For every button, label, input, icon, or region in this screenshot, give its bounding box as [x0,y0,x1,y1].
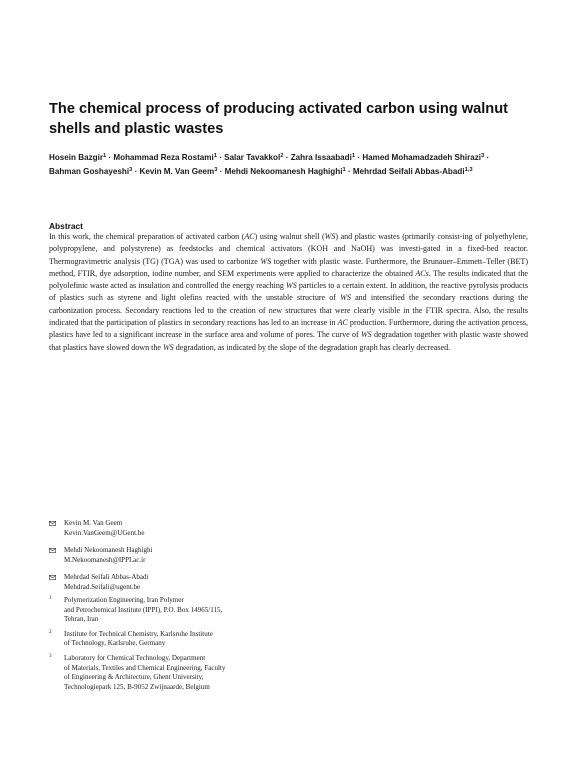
author-separator: · [285,153,289,162]
abstract-term: WS [324,232,336,241]
author-line [49,151,534,165]
author-separator: · [108,153,112,162]
abstract-text: degradation, as indicated by the slope of the degradation graph has clearly decreased. [173,342,451,352]
author-line [49,165,534,179]
affiliation-entry [49,654,279,692]
author-name: Kevin M. Van Geem [139,167,215,176]
author-affil-sup: 1 [213,153,217,159]
contact-email[interactable]: Mehdrad.Seifali@ugent.be [64,582,141,591]
author-list [49,151,534,179]
abstract-term: ACs [415,268,429,278]
affiliation-line: and Petrochemical Institute (IPPI), P.O. Box 14965/115, [64,605,223,614]
author-affil-sup: 3 [481,153,485,159]
affiliation-line: Tehran, Iran [64,615,99,624]
envelope-icon [49,521,56,526]
affiliation-number: 1 [49,595,52,601]
author-affil-sup: 2 [280,153,284,159]
author-name: Mehdi Nekoomanesh Haghighi [224,167,343,176]
author-affil-sup: 3 [214,167,218,173]
author-affil-sup: 1 [351,153,356,159]
abstract-text: together with plastic waste. Furthermore, the Brunauer–Emmett–Teller (BET) method, FTIR, dye adsorption, iodine number, and SEM experiments were applied to characterize the obtained [49,256,528,278]
author-affil-sup: 3 [129,167,133,173]
abstract-text: ) using walnut shell ( [254,232,325,241]
affiliation-number: 3 [49,652,52,659]
affiliation-entry [49,596,279,625]
author-name: Mehrdad Seifali Abbas-Abadi [352,167,465,176]
affiliation-entry [49,630,279,649]
abstract-term: WS [162,342,174,352]
abstract-text: production. Furthermore, during the activation process, plastics have led to a significant increase in the surface area and volume of pores. The curve of [49,318,528,340]
affiliation-number: 2 [49,628,52,635]
abstract-term: WS [360,330,372,340]
contact-entry [49,519,269,538]
author-affil-sup: 1,3 [464,167,473,173]
affiliation-line: Technologiepark 125, B-9052 Zwijnaarde, Belgium [64,682,210,691]
abstract-text: In this work, the chemical preparation of activated carbon ( [49,232,245,241]
author-name: Zahra Issaabadi [290,153,352,162]
contact-email[interactable]: M.Nekoomanesh@IPPI.ac.ir [64,555,146,564]
author-separator: · [357,153,361,162]
title-line: shells and plastic wastes [49,121,224,137]
contact-name: Mehdi Nekoomanesh Haghighi [64,546,153,555]
author-name: Hamed Mohamadzadeh Shirazi [362,153,482,162]
affiliations [49,596,279,697]
envelope-icon [49,548,56,553]
affiliation-line: Laboratory for Chemical Technology, Department [64,653,206,662]
author-affil-sup: 1 [342,167,346,173]
abstract-term: WS [260,256,272,266]
author-separator: · [347,167,351,176]
contact-name: Kevin M. Van Geem [64,519,123,527]
author-affil-sup: 1 [102,153,107,159]
corresponding-authors [49,519,269,601]
abstract-term: AC [244,232,255,241]
abstract-term: AC [337,318,348,328]
abstract-body [49,231,528,354]
author-name: Mohammad Reza Rostami [113,153,214,162]
abstract-heading: Abstract [49,221,83,231]
author-name: Salar Tavakkol [224,153,281,162]
abstract-text: degradation together with plastic waste showed that plastics have slowed down the [49,330,528,352]
abstract-text: ) and plastic wastes (primarily consist-ing of polyethylene, polypropylene, and polystyrene) as feedstocks and chemical activators (KOH and NaOH) was investi-gated in a fixed-bed reactor. Thermogravimetric analysis (TG) (TGA) was used to carbonize [49,232,528,266]
affiliation-line: of Engineering & Architecture, Ghent University, [64,673,204,682]
contact-email[interactable]: Kevin.VanGeem@UGent.be [64,528,145,537]
paper-title [49,99,519,139]
contact-name: Mehrdad Seifali Abbas-Abadi [64,573,149,582]
abstract-text: . The results indicated that the polyolefinic waste acted as insulation and controlled the energy reaching [49,268,528,291]
author-separator: · [134,167,138,176]
author-separator: · [486,153,490,162]
author-separator: · [219,153,222,162]
abstract-term: WS [286,281,297,291]
affiliation-line: Institute for Technical Chemistry, Karlsruhe Institute [64,629,213,638]
envelope-icon [49,575,56,580]
abstract-text: and intensified the secondary reactions during the carbonization process. Secondary reactions led to the creation of new structures that were clearly visible in the FTIR spectra. Also, the results indicated that the participation of plastics in secondary reactions has led to an increase in [49,293,528,328]
abstract-text: particles to a certain extent. In addition, the reactive pyrolysis products of plastics such as styrene and light olefins reacted with the unstable structure of [49,281,528,303]
affiliation-line: of Technology, Karlsruhe, Germany [64,639,166,648]
contact-entry [49,546,269,565]
affiliation-line: of Materials, Textiles and Chemical Engineering, Faculty [64,663,226,672]
author-name: Bahman Goshayeshi [49,167,130,176]
author-separator: · [219,167,223,176]
author-name: Hosein Bazgir [49,153,103,162]
affiliation-line: Polymerization Engineering, Iran Polymer [64,596,184,604]
contact-entry [49,573,269,592]
title-line: The chemical process of producing activated carbon using walnut [49,101,508,117]
abstract-term: WS [340,293,351,303]
